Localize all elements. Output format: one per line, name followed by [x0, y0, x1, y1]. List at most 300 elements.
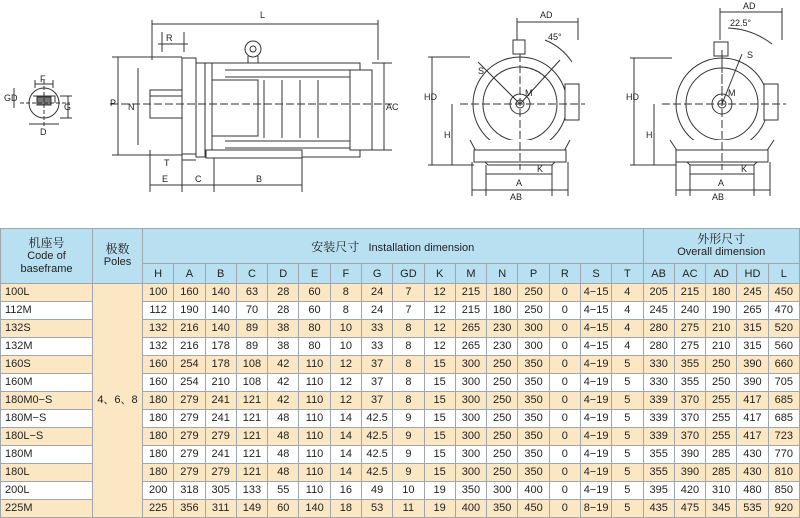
column-header: HD: [737, 264, 768, 284]
dimension-cell: 279: [205, 464, 236, 482]
dimension-cell: 255: [706, 428, 737, 446]
dimension-cell: 80: [299, 338, 330, 356]
dimension-cell: 4−19: [580, 356, 611, 374]
dimension-cell: 132: [143, 320, 174, 338]
dimension-cell: 9: [393, 428, 424, 446]
dimension-cell: 395: [643, 482, 674, 500]
install-header: [143, 229, 644, 264]
dimension-cell: 350: [518, 446, 549, 464]
dimension-cell: 108: [236, 374, 267, 392]
dimension-cell: 210: [706, 320, 737, 338]
frame-code-cell: 225M: [1, 500, 93, 518]
dimension-cell: 4: [612, 284, 643, 302]
dimension-cell: 356: [174, 500, 205, 518]
dimension-cell: 520: [768, 320, 799, 338]
dimension-cell: 60: [268, 500, 299, 518]
dimension-cell: 14: [330, 410, 361, 428]
dimension-cell: 355: [674, 374, 705, 392]
dimension-cell: 10: [330, 338, 361, 356]
dimension-cell: 245: [737, 284, 768, 302]
frame-code-cell: 180L−S: [1, 428, 93, 446]
dimension-cell: 80: [299, 320, 330, 338]
dimension-cell: 250: [706, 356, 737, 374]
dimension-cell: 5: [612, 464, 643, 482]
dimension-cell: 133: [236, 482, 267, 500]
dimension-cell: 110: [299, 446, 330, 464]
dimension-cell: 110: [299, 410, 330, 428]
table-row: [1, 284, 800, 302]
dimension-cell: 350: [455, 482, 486, 500]
dimension-cell: 300: [455, 464, 486, 482]
column-header: S: [580, 264, 611, 284]
dimension-cell: 255: [706, 392, 737, 410]
dimension-cell: 12: [424, 302, 455, 320]
dimension-cell: 300: [518, 338, 549, 356]
dimension-cell: 12: [330, 374, 361, 392]
dimension-cell: 250: [487, 464, 518, 482]
dimension-cell: 420: [674, 482, 705, 500]
dimension-cell: 12: [330, 392, 361, 410]
dimension-cell: 723: [768, 428, 799, 446]
poles-header-en: Poles: [103, 256, 132, 268]
dimension-cell: 560: [768, 338, 799, 356]
dim-label-s: S: [478, 66, 485, 76]
dimension-cell: 250: [487, 392, 518, 410]
dimension-cell: 279: [174, 392, 205, 410]
dimension-cell: 250: [487, 410, 518, 428]
dimension-cell: 4−19: [580, 428, 611, 446]
dimension-cell: 12: [424, 338, 455, 356]
dimension-cell: 470: [768, 302, 799, 320]
dimension-cell: 100: [143, 284, 174, 302]
dimension-cell: 89: [236, 338, 267, 356]
dimension-cell: 180: [143, 410, 174, 428]
dimension-cell: 250: [487, 374, 518, 392]
dimension-cell: 339: [643, 410, 674, 428]
column-header: AD: [706, 264, 737, 284]
column-header: A: [174, 264, 205, 284]
dimension-cell: 300: [518, 320, 549, 338]
column-header: M: [455, 264, 486, 284]
dimension-cell: 705: [768, 374, 799, 392]
dimension-cell: 210: [706, 338, 737, 356]
dimension-cell: 350: [487, 500, 518, 518]
dimension-cell: 8: [393, 374, 424, 392]
dimension-cell: 149: [236, 500, 267, 518]
dimension-cell: 42: [268, 356, 299, 374]
dimension-cell: 60: [299, 284, 330, 302]
dimension-cell: 12: [424, 284, 455, 302]
column-header: AB: [643, 264, 674, 284]
dimension-cell: 240: [674, 302, 705, 320]
dimension-cell: 12: [424, 320, 455, 338]
dimension-cell: 15: [424, 410, 455, 428]
dimension-cell: 5: [612, 356, 643, 374]
dimension-cell: 279: [205, 428, 236, 446]
dimension-cell: 15: [424, 356, 455, 374]
dimension-cell: 110: [299, 392, 330, 410]
dimension-cell: 48: [268, 410, 299, 428]
dimension-cell: 230: [487, 320, 518, 338]
dimension-cell: 255: [706, 410, 737, 428]
dimension-cell: 355: [674, 356, 705, 374]
dim-label-h-2: H: [646, 130, 653, 140]
dimension-cell: 178: [205, 356, 236, 374]
dim-label-gd: GD: [4, 93, 18, 103]
dimension-cell: 110: [299, 428, 330, 446]
dimension-cell: 8−19: [580, 500, 611, 518]
dimension-cell: 450: [768, 284, 799, 302]
side-elevation-view: [110, 20, 392, 192]
dimension-cell: 250: [487, 446, 518, 464]
dimension-cell: 300: [455, 428, 486, 446]
dimension-cell: 279: [174, 464, 205, 482]
dim-label-k-2: K: [741, 164, 748, 174]
dimension-cell: 15: [424, 374, 455, 392]
dimension-cell: 190: [174, 302, 205, 320]
dim-label-ac: AC: [386, 102, 399, 112]
dimension-cell: 48: [268, 428, 299, 446]
dimension-cell: 0: [549, 464, 580, 482]
dimension-cell: 300: [455, 356, 486, 374]
column-header: L: [768, 264, 799, 284]
poles-cell: 4、6、8: [93, 284, 143, 518]
frame-header: [1, 229, 93, 284]
dimension-cell: 4−15: [580, 320, 611, 338]
frame-code-cell: 160S: [1, 356, 93, 374]
dimension-cell: 311: [205, 500, 236, 518]
dimension-cell: 300: [487, 482, 518, 500]
dimension-cell: 330: [643, 374, 674, 392]
dimension-cell: 0: [549, 284, 580, 302]
dimension-cell: 350: [518, 392, 549, 410]
dimension-cell: 15: [424, 464, 455, 482]
dimension-cell: 28: [268, 302, 299, 320]
overall-header-cn: 外形尺寸: [697, 232, 746, 246]
dim-label-ab: AB: [510, 192, 523, 202]
dim-label-angle-45: 45°: [548, 32, 562, 42]
dimension-cell: 216: [174, 320, 205, 338]
dimension-cell: 42.5: [361, 428, 392, 446]
dimension-cell: 15: [424, 428, 455, 446]
dimension-cell: 850: [768, 482, 799, 500]
dimension-cell: 18: [330, 500, 361, 518]
dimension-cell: 14: [330, 428, 361, 446]
frame-code-cell: 132M: [1, 338, 93, 356]
dimension-cell: 245: [643, 302, 674, 320]
dimension-cell: 24: [361, 284, 392, 302]
dimension-cell: 160: [143, 374, 174, 392]
dimension-cell: 241: [205, 392, 236, 410]
front-view-45: [428, 18, 585, 196]
dimension-cell: 300: [455, 410, 486, 428]
dim-label-ad-2: AD: [743, 1, 756, 11]
dimension-table: [0, 228, 800, 518]
column-header: P: [518, 264, 549, 284]
dimension-cell: 37: [361, 392, 392, 410]
dimension-cell: 535: [737, 500, 768, 518]
dimension-cell: 37: [361, 356, 392, 374]
dimension-cell: 38: [268, 338, 299, 356]
dimension-cell: 33: [361, 338, 392, 356]
dimension-cell: 48: [268, 446, 299, 464]
dimension-cell: 0: [549, 320, 580, 338]
dimension-cell: 140: [299, 500, 330, 518]
frame-code-cell: 160M: [1, 374, 93, 392]
dim-label-a-2: A: [718, 178, 725, 188]
dimension-cell: 8: [330, 284, 361, 302]
column-header: C: [236, 264, 267, 284]
dim-label-e: E: [162, 174, 169, 184]
poles-header: [93, 229, 143, 284]
dimension-cell: 180: [487, 302, 518, 320]
dim-label-hd-2: HD: [626, 92, 639, 102]
dimension-cell: 770: [768, 446, 799, 464]
dimension-cell: 8: [393, 338, 424, 356]
column-header: T: [612, 264, 643, 284]
dimension-cell: 345: [706, 500, 737, 518]
dimension-cell: 350: [518, 464, 549, 482]
poles-header-cn: 极数: [105, 242, 130, 256]
dimension-cell: 315: [737, 320, 768, 338]
column-header: H: [143, 264, 174, 284]
dimension-cell: 480: [737, 482, 768, 500]
dimension-cell: 4−19: [580, 482, 611, 500]
dimension-cell: 230: [487, 338, 518, 356]
dimension-cell: 475: [674, 500, 705, 518]
dimension-cell: 435: [643, 500, 674, 518]
dimension-cell: 12: [330, 356, 361, 374]
dimension-cell: 112: [143, 302, 174, 320]
dim-label-b: B: [256, 174, 263, 184]
dimension-cell: 180: [143, 464, 174, 482]
dimension-cell: 390: [737, 356, 768, 374]
dim-label-n: N: [128, 102, 135, 112]
overall-header-en: Overall dimension: [677, 246, 766, 258]
dimension-cell: 390: [674, 464, 705, 482]
dimension-cell: 7: [393, 284, 424, 302]
dim-label-m-2: M: [728, 88, 736, 98]
dimension-drawing: [0, 0, 800, 222]
column-header: R: [549, 264, 580, 284]
dimension-cell: 200: [143, 482, 174, 500]
dimension-cell: 279: [174, 428, 205, 446]
dimension-cell: 430: [737, 446, 768, 464]
dimension-cell: 215: [455, 302, 486, 320]
dimension-cell: 215: [674, 284, 705, 302]
column-header: F: [330, 264, 361, 284]
dimension-cell: 42.5: [361, 446, 392, 464]
dimension-cell: 5: [612, 500, 643, 518]
dimension-cell: 89: [236, 320, 267, 338]
install-header-cn: 安装尺寸: [311, 239, 360, 254]
dimension-cell: 63: [236, 284, 267, 302]
dimension-cell: 8: [330, 302, 361, 320]
dimension-cell: 42.5: [361, 410, 392, 428]
dim-label-m: M: [525, 88, 533, 98]
dimension-cell: 8: [393, 392, 424, 410]
dimension-cell: 310: [706, 482, 737, 500]
dimension-cell: 339: [643, 428, 674, 446]
frame-code-cell: 180L: [1, 464, 93, 482]
dimension-cell: 205: [643, 284, 674, 302]
dimension-cell: 7: [393, 302, 424, 320]
dimension-cell: 430: [737, 464, 768, 482]
dimension-cell: 8: [393, 320, 424, 338]
dim-label-d: D: [40, 127, 47, 137]
column-header: E: [299, 264, 330, 284]
dimension-cell: 4−19: [580, 374, 611, 392]
dimension-cell: 279: [174, 410, 205, 428]
dimension-cell: 110: [299, 356, 330, 374]
dimension-cell: 4−19: [580, 410, 611, 428]
dimension-cell: 5: [612, 410, 643, 428]
dimension-cell: 110: [299, 482, 330, 500]
dimension-cell: 0: [549, 482, 580, 500]
dim-label-a: A: [516, 178, 523, 188]
dim-label-f: F: [40, 74, 46, 84]
dimension-cell: 4−15: [580, 338, 611, 356]
dimension-cell: 350: [518, 356, 549, 374]
column-header: D: [268, 264, 299, 284]
dimension-cell: 0: [549, 374, 580, 392]
frame-code-cell: 200L: [1, 482, 93, 500]
install-header-en: Installation dimension: [368, 241, 475, 254]
frame-code-cell: 100L: [1, 284, 93, 302]
dim-label-k: K: [537, 164, 544, 174]
dimension-cell: 400: [455, 500, 486, 518]
dim-label-l: L: [260, 10, 266, 20]
frame-code-cell: 180M: [1, 446, 93, 464]
dimension-cell: 121: [236, 446, 267, 464]
frame-code-cell: 180M−S: [1, 410, 93, 428]
frame-header-en2: baseframe: [20, 262, 73, 275]
dimension-cell: 254: [174, 374, 205, 392]
dimension-cell: 15: [424, 446, 455, 464]
dimension-cell: 250: [706, 374, 737, 392]
dimension-cell: 121: [236, 410, 267, 428]
dimension-cell: 0: [549, 302, 580, 320]
dimension-cell: 49: [361, 482, 392, 500]
dimension-cell: 685: [768, 410, 799, 428]
dimension-cell: 178: [205, 338, 236, 356]
dimension-cell: 14: [330, 464, 361, 482]
dimension-cell: 180: [487, 284, 518, 302]
dimension-cell: 11: [393, 500, 424, 518]
dimension-cell: 4−15: [580, 284, 611, 302]
dimension-cell: 121: [236, 464, 267, 482]
dimension-cell: 318: [174, 482, 205, 500]
dimension-cell: 4−19: [580, 392, 611, 410]
dimension-cell: 350: [518, 374, 549, 392]
dimension-cell: 250: [487, 356, 518, 374]
column-header: K: [424, 264, 455, 284]
dimension-cell: 210: [205, 374, 236, 392]
column-header: AC: [674, 264, 705, 284]
dimension-cell: 216: [174, 338, 205, 356]
dimension-cell: 370: [674, 428, 705, 446]
dimension-cell: 48: [268, 464, 299, 482]
dimension-cell: 70: [236, 302, 267, 320]
dimension-cell: 5: [612, 374, 643, 392]
dimension-cell: 241: [205, 410, 236, 428]
dimension-cell: 0: [549, 428, 580, 446]
dimension-cell: 279: [174, 446, 205, 464]
dimension-cell: 339: [643, 392, 674, 410]
dim-label-angle-22: 22.5°: [730, 18, 752, 28]
dimension-cell: 4: [612, 338, 643, 356]
dimension-cell: 390: [737, 374, 768, 392]
dimension-cell: 0: [549, 446, 580, 464]
frame-code-cell: 132S: [1, 320, 93, 338]
dimension-cell: 180: [143, 392, 174, 410]
dimension-cell: 300: [455, 446, 486, 464]
dimension-cell: 390: [674, 446, 705, 464]
dimension-cell: 4−15: [580, 302, 611, 320]
dimension-cell: 4−19: [580, 446, 611, 464]
dimension-cell: 42: [268, 374, 299, 392]
dimension-cell: 4: [612, 320, 643, 338]
dimension-cell: 19: [424, 500, 455, 518]
dimension-cell: 285: [706, 446, 737, 464]
dimension-cell: 355: [643, 446, 674, 464]
dimension-cell: 42: [268, 392, 299, 410]
dimension-cell: 10: [330, 320, 361, 338]
dimension-cell: 315: [737, 338, 768, 356]
dimension-cell: 160: [174, 284, 205, 302]
dimension-cell: 280: [643, 320, 674, 338]
dimension-cell: 275: [674, 338, 705, 356]
dimension-cell: 250: [518, 302, 549, 320]
dimension-cell: 4−19: [580, 464, 611, 482]
dim-label-c: C: [195, 174, 202, 184]
dimension-cell: 19: [424, 482, 455, 500]
dim-label-r: R: [166, 33, 173, 43]
dimension-cell: 254: [174, 356, 205, 374]
frame-header-cn: 机座号: [28, 235, 65, 250]
dim-label-ad: AD: [540, 10, 553, 20]
dimension-cell: 16: [330, 482, 361, 500]
front-view-22: [630, 8, 786, 196]
dimension-cell: 121: [236, 392, 267, 410]
dimension-cell: 53: [361, 500, 392, 518]
dimension-cell: 241: [205, 446, 236, 464]
dimension-cell: 685: [768, 392, 799, 410]
dimension-cell: 417: [737, 410, 768, 428]
dimension-cell: 121: [236, 428, 267, 446]
dimension-cell: 140: [205, 284, 236, 302]
dim-label-h: H: [444, 130, 451, 140]
dimension-cell: 920: [768, 500, 799, 518]
dimension-cell: 300: [455, 374, 486, 392]
dimension-cell: 330: [643, 356, 674, 374]
dimension-cell: 9: [393, 410, 424, 428]
dimension-cell: 417: [737, 392, 768, 410]
column-header: GD: [393, 264, 424, 284]
dim-label-p: P: [110, 98, 117, 108]
dimension-cell: 5: [612, 428, 643, 446]
dimension-cell: 215: [455, 284, 486, 302]
dimension-cell: 180: [706, 284, 737, 302]
dimension-cell: 350: [518, 410, 549, 428]
dimension-cell: 400: [518, 482, 549, 500]
dimension-cell: 417: [737, 428, 768, 446]
dimension-cell: 265: [455, 338, 486, 356]
dimension-cell: 9: [393, 464, 424, 482]
dimension-cell: 450: [518, 500, 549, 518]
dimension-cell: 140: [205, 302, 236, 320]
dimension-cell: 265: [455, 320, 486, 338]
